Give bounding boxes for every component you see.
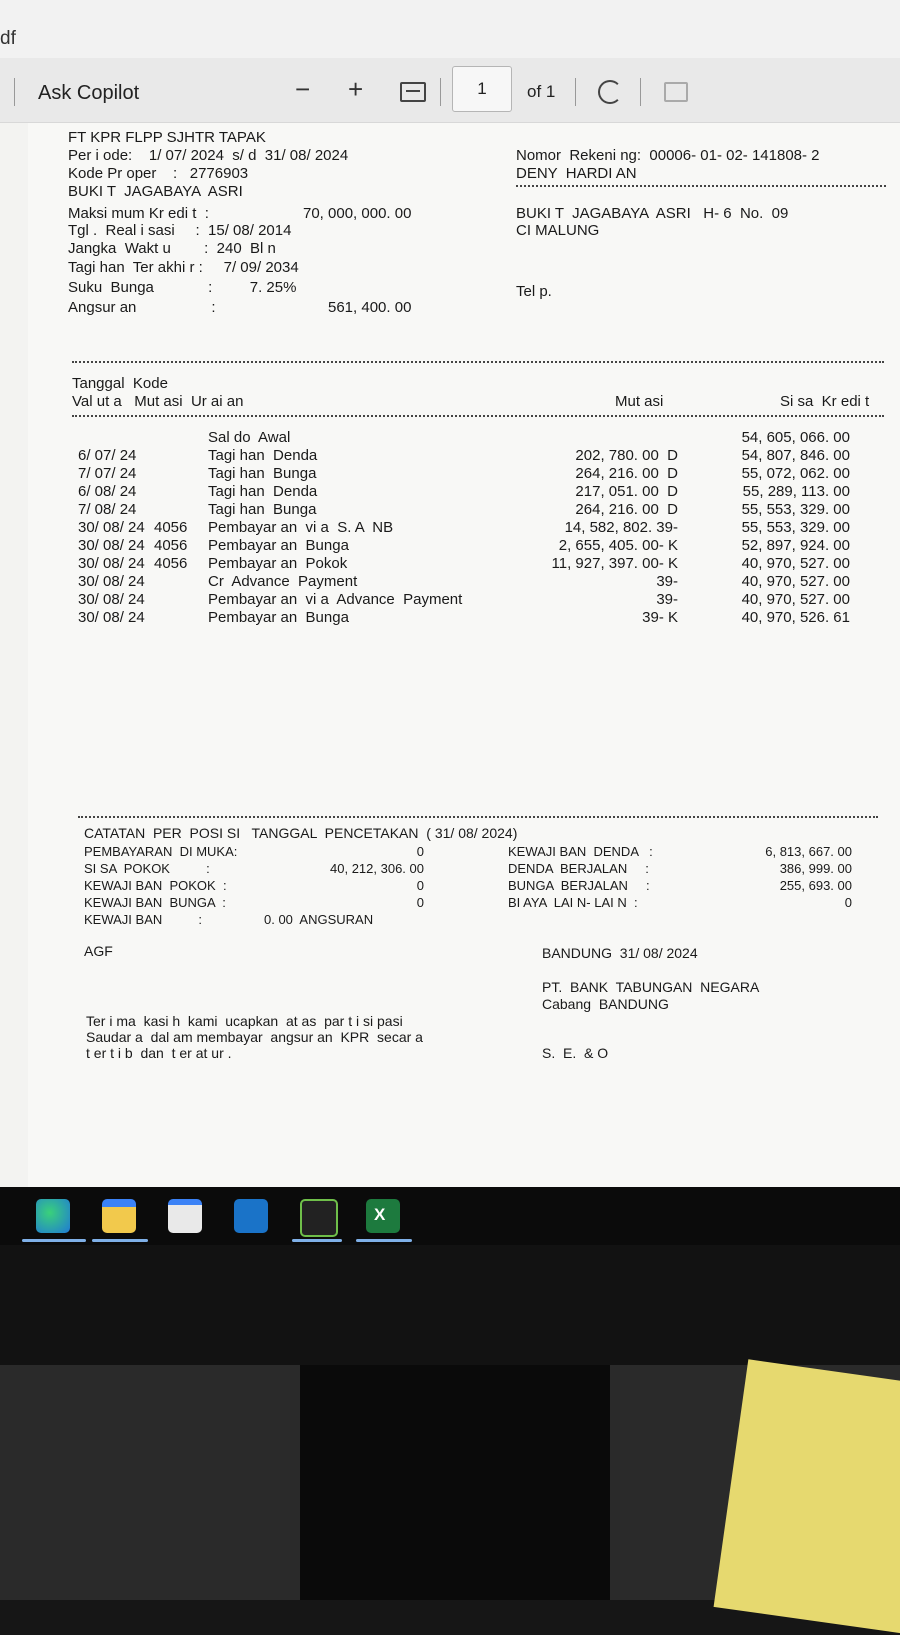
notes-right <box>508 843 852 933</box>
statement-page <box>28 123 900 1187</box>
ask-copilot-button[interactable]: Ask Copilot <box>38 82 140 104</box>
table-cell-date: 7/ 07/ 24 <box>78 465 137 482</box>
notes-left-label: KEWAJI BAN : <box>84 912 202 927</box>
tagihan-terakhir: Tagi han Ter akhi r : 7/ 09/ 2034 <box>68 259 299 276</box>
divider <box>516 185 886 187</box>
col-header-mutasi: Mut asi <box>615 393 664 410</box>
divider <box>78 816 878 818</box>
table-cell-sisa-kredit: 55, 289, 113. 00 <box>742 483 850 500</box>
notes-left-value: 0 <box>416 844 424 859</box>
table-cell-sisa-kredit: 54, 605, 066. 00 <box>741 429 850 446</box>
page-view-icon[interactable] <box>664 82 688 102</box>
rotate-icon[interactable] <box>598 80 622 104</box>
table-header-line-2: Val ut a Mut asi Ur ai an <box>72 393 244 410</box>
transaction-table <box>28 429 900 629</box>
table-header-line-1: Tanggal Kode <box>72 375 168 392</box>
table-cell-kode: 4056 <box>154 519 188 536</box>
bank-name: PT. BANK TABUNGAN NEGARA <box>542 979 760 995</box>
thanks-line-3: t er t i b dan t er at ur . <box>86 1045 232 1061</box>
table-cell-mutasi: 39- K <box>642 609 678 626</box>
notes-left <box>84 843 424 933</box>
notes-left-value: 0 <box>416 895 424 910</box>
angsuran-value: 561, 400. 00 <box>328 299 412 316</box>
active-indicator <box>356 1239 412 1242</box>
table-cell-date: 6/ 07/ 24 <box>78 447 137 464</box>
table-cell-uraian: Sal do Awal <box>208 429 291 446</box>
thanks-line-1: Ter i ma kasi h kami ucapkan at as par t i si pasi <box>86 1013 403 1029</box>
window-title: df <box>0 28 16 49</box>
maksimum-kredit-value: 70, 000, 000. 00 <box>303 205 412 222</box>
notes-title: CATATAN PER POSI SI TANGGAL PENCETAKAN ( 31/ 08/ 2024) <box>84 825 518 841</box>
notes-right-label: BUNGA BERJALAN : <box>508 878 650 893</box>
angsuran-label: Angsur an : <box>68 299 216 316</box>
table-cell-date: 7/ 08/ 24 <box>78 501 137 518</box>
jangka-waktu: Jangka Wakt u : 240 Bl n <box>68 240 276 257</box>
toolbar-divider <box>14 78 15 106</box>
kode-proper: Kode Pr oper : 2776903 <box>68 165 249 182</box>
active-indicator <box>92 1239 148 1242</box>
table-cell-sisa-kredit: 40, 970, 527. 00 <box>741 555 850 572</box>
notes-left-value: 0. 00 ANGSURAN <box>264 912 374 927</box>
notes-left-label: KEWAJI BAN BUNGA : <box>84 895 226 910</box>
notes-left-label: PEMBAYARAN DI MUKA: <box>84 844 238 859</box>
table-cell-date: 30/ 08/ 24 <box>78 555 145 572</box>
monitor-bezel <box>0 1245 900 1365</box>
store-icon[interactable] <box>168 1199 202 1233</box>
table-cell-mutasi: 14, 582, 802. 39- <box>564 519 678 536</box>
notes-left-label: KEWAJI BAN POKOK : <box>84 878 227 893</box>
mail-icon[interactable] <box>234 1199 268 1233</box>
notes-right-label: KEWAJI BAN DENDA : <box>508 844 653 859</box>
table-cell-sisa-kredit: 54, 807, 846. 00 <box>741 447 850 464</box>
tgl-realisasi: Tgl . Real i sasi : 15/ 08/ 2014 <box>68 222 292 239</box>
table-cell-uraian: Tagi han Bunga <box>208 501 317 518</box>
table-cell-date: 6/ 08/ 24 <box>78 483 137 500</box>
taskbar <box>0 1187 900 1245</box>
table-cell-uraian: Tagi han Denda <box>208 447 318 464</box>
divider <box>72 415 884 417</box>
table-cell-kode: 4056 <box>154 537 188 554</box>
table-cell-sisa-kredit: 40, 970, 527. 00 <box>741 573 850 590</box>
table-cell-sisa-kredit: 40, 970, 527. 00 <box>741 591 850 608</box>
notes-right-label: DENDA BERJALAN : <box>508 861 649 876</box>
active-indicator <box>292 1239 342 1242</box>
notes-right-value: 0 <box>844 895 852 910</box>
table-cell-mutasi: 217, 051. 00 D <box>575 483 678 500</box>
notes-right-value: 255, 693. 00 <box>779 878 852 893</box>
table-cell-sisa-kredit: 55, 553, 329. 00 <box>741 501 850 518</box>
signature-initials: S. E. & O <box>542 1045 609 1061</box>
address-line-1: BUKI T JAGABAYA ASRI H- 6 No. 09 <box>516 205 789 222</box>
table-cell-mutasi: 11, 927, 397. 00- K <box>551 555 678 572</box>
table-cell-mutasi: 39- <box>656 591 678 608</box>
table-cell-sisa-kredit: 55, 553, 329. 00 <box>741 519 850 536</box>
table-cell-date: 30/ 08/ 24 <box>78 537 145 554</box>
pdf-toolbar <box>0 58 900 123</box>
branch-name: Cabang BANDUNG <box>542 996 669 1012</box>
excel-icon[interactable]: X <box>366 1199 400 1233</box>
table-cell-sisa-kredit: 40, 970, 526. 61 <box>741 609 850 626</box>
table-cell-sisa-kredit: 52, 897, 924. 00 <box>741 537 850 554</box>
table-cell-uraian: Tagi han Denda <box>208 483 318 500</box>
table-cell-sisa-kredit: 55, 072, 062. 00 <box>741 465 850 482</box>
table-cell-uraian: Tagi han Bunga <box>208 465 317 482</box>
table-cell-uraian: Cr Advance Payment <box>208 573 358 590</box>
table-cell-date: 30/ 08/ 24 <box>78 591 145 608</box>
notes-left-value: 0 <box>416 878 424 893</box>
table-cell-uraian: Pembayar an Pokok <box>208 555 348 572</box>
table-cell-mutasi: 39- <box>656 573 678 590</box>
suku-bunga: Suku Bunga : 7. 25% <box>68 279 297 296</box>
table-cell-mutasi: 202, 780. 00 D <box>575 447 678 464</box>
monitor-stand <box>300 1365 610 1600</box>
table-cell-date: 30/ 08/ 24 <box>78 573 145 590</box>
toolbar-divider <box>440 78 441 106</box>
page-count: of 1 <box>527 82 556 101</box>
file-explorer-icon[interactable] <box>102 1199 136 1233</box>
nomor-rekening: Nomor Rekeni ng: 00006- 01- 02- 141808- 2 <box>516 147 820 164</box>
customer-name: DENY HARDI AN <box>516 165 637 182</box>
thanks-line-2: Saudar a dal am membayar angsur an KPR secar a <box>86 1029 423 1045</box>
toolbar-divider <box>575 78 576 106</box>
table-cell-kode: 4056 <box>154 555 188 572</box>
zoom-in-button[interactable]: + <box>348 74 364 104</box>
table-cell-uraian: Pembayar an Bunga <box>208 537 349 554</box>
active-indicator <box>22 1239 86 1242</box>
notes-right-value: 6, 813, 667. 00 <box>765 844 852 859</box>
media-icon[interactable] <box>300 1199 338 1237</box>
col-header-sisa-kredit: Si sa Kr edi t <box>780 393 870 410</box>
address-line-2: CI MALUNG <box>516 222 600 239</box>
fit-page-icon[interactable] <box>400 82 426 102</box>
table-cell-date: 30/ 08/ 24 <box>78 519 145 536</box>
telp: Tel p. <box>516 283 552 300</box>
place-date: BANDUNG 31/ 08/ 2024 <box>542 945 698 961</box>
maksimum-kredit-label: Maksi mum Kr edi t : <box>68 205 209 222</box>
table-cell-uraian: Pembayar an vi a S. A NB <box>208 519 394 536</box>
notes-right-label: BI AYA LAI N- LAI N : <box>508 895 638 910</box>
title-bar <box>0 0 900 58</box>
project-name: BUKI T JAGABAYA ASRI <box>68 183 243 200</box>
page-number-input[interactable]: 1 <box>452 66 512 112</box>
toolbar-divider <box>640 78 641 106</box>
agf-code: AGF <box>84 943 113 959</box>
gift-card <box>714 1359 900 1634</box>
periode: Per i ode: 1/ 07/ 2024 s/ d 31/ 08/ 2024 <box>68 147 349 164</box>
notes-right-value: 386, 999. 00 <box>779 861 852 876</box>
statement-title: FT KPR FLPP SJHTR TAPAK <box>68 129 266 146</box>
table-cell-mutasi: 264, 216. 00 D <box>575 465 678 482</box>
table-cell-mutasi: 264, 216. 00 D <box>575 501 678 518</box>
table-cell-uraian: Pembayar an vi a Advance Payment <box>208 591 463 608</box>
document-viewport <box>0 123 900 1187</box>
notes-left-label: SI SA POKOK : <box>84 861 210 876</box>
table-cell-date: 30/ 08/ 24 <box>78 609 145 626</box>
divider <box>72 361 884 363</box>
edge-icon[interactable] <box>36 1199 70 1233</box>
zoom-out-button[interactable]: − <box>295 74 311 104</box>
table-cell-mutasi: 2, 655, 405. 00- K <box>558 537 678 554</box>
notes-left-value: 40, 212, 306. 00 <box>330 861 424 876</box>
table-cell-uraian: Pembayar an Bunga <box>208 609 349 626</box>
